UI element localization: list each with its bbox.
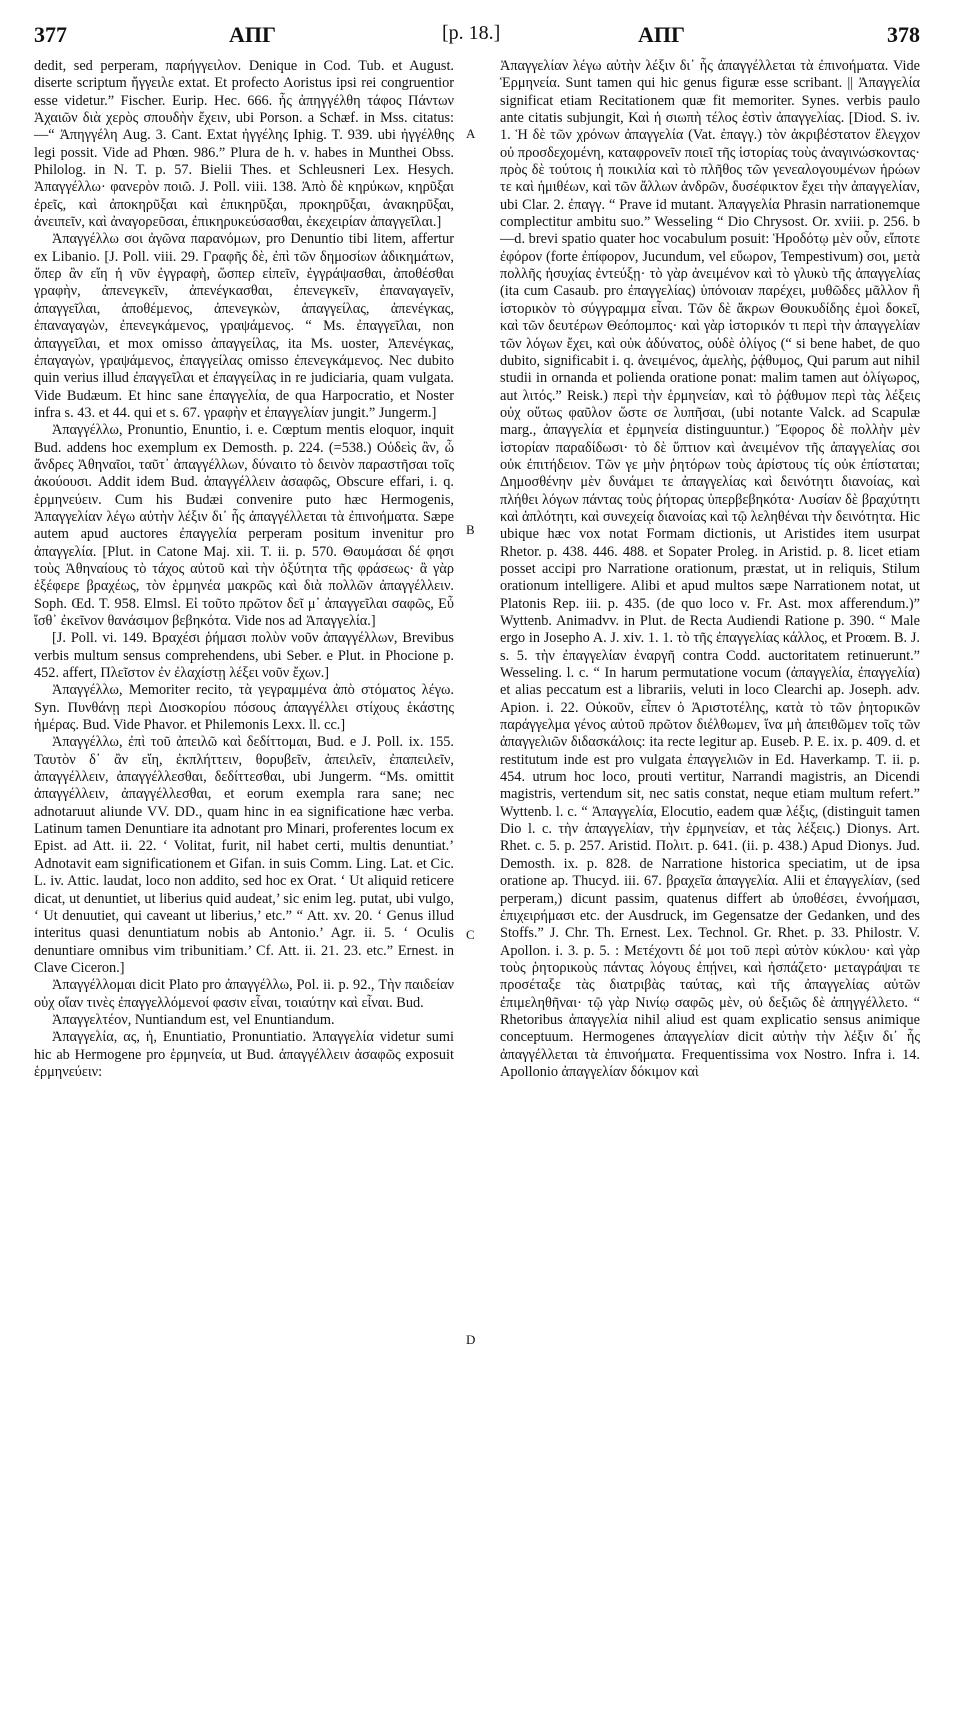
headword-right: ΑΠΓ (638, 22, 685, 47)
left-paragraph-4: [J. Poll. vi. 149. Βραχέσι ῥήμασι πολὺν νοῦν ἀπαγγέλλων, Brevibus verbis multum sensus comprehendens, ubi Seber. e Plut. in Phocione p. 452. affert, Πλεῖστον ἐν ἐλαχίστῃ λέξει νοῦν ἔχων.] (34, 630, 454, 682)
section-marker-a: A (466, 126, 476, 141)
page-number-left: 377 (34, 22, 67, 47)
section-marker-d: D (466, 1332, 476, 1347)
text-columns (34, 58, 920, 1347)
page-number-right: 378 (887, 22, 920, 47)
left-column (34, 58, 454, 1081)
running-head (34, 22, 920, 52)
left-paragraph-2: Ἀπαγγέλλω σοι ἀγῶνα παρανόμων, pro Denuntio tibi litem, affertur ex Libanio. [J. Poll. viii. 29. Γραφῆς δὲ, ἐπὶ τῶν δημοσίων ἀδικημάτων, ὅπερ ἂν εἴη ἡ νῦν ἐγγραφὴ, ὥσπερ εἰπεῖν, ἐγγράψασθαι, ἀποθέσθαι γραφὴν, ἀπενεγκεῖν, ἀπενέγκασθαι, ἐπενεγκεῖν, ἐπαναγαγεῖν, ἀπαγγεῖλαι, ἀποθέμενος, ἀπενεγκὼν, ἀπαγγείλας, ἀπενέγκας, ἐπαναγαγὼν, ἐπενεγκάμενος, γραψάμενος. “ Ms. ἐπαγγεῖλαι, non ἀπαγγεῖλαι, et mox omisso ἀπαγγείλας, ita Ms. uoster, Ἀπενέγκας, ἐπαγαγὼν, γραψάμενος, ἐπαγγείλας omisso ἐπενεγκάμενος. Nec dubito quin verius illud ἐπαγγεῖλαι et ἐπαγγείλας in re judiciaria, quam vulgata. Vide Budæum. Et hinc sane ἐπαγγελία, de qua Harpocratio, et Noster infra s. 43. et 44. qui et s. 67. γραφὴν et ἐπαγγελίαν jungit.” Jungerm.] (34, 231, 454, 421)
left-paragraph-3: Ἀπαγγέλλω, Pronuntio, Enuntio, i. e. Cœptum mentis eloquor, inquit Bud. addens hoc exemplum ex Demosth. p. 224. (=538.) Οὐδεὶς ἂν, ὦ ἄνδρες Ἀθηναῖοι, ταῦτ᾽ ἀπαγγέλλων, δύναιτο τὸ δεινὸν παραστῆσαι τοῖς ἀκούουσι. Addit idem Bud. ἀπαγγέλλειν ἀσαφῶς, Obscure effari, i. q. ἑρμηνεύειν. Cum his Budæi convenire puto hæc Hermogenis, Ἀπαγγελίαν λέγω αὐτὴν λέξιν δι᾽ ἧς ἀπαγγέλλεται τὰ ἐπινοήματα. Sæpe autem apud auctores ἐπαγγελία perperam positum invenitur pro ἀπαγγελία. [Plut. in Catone Maj. xii. T. ii. p. 570. Θαυμάσαι δέ φησι τοὺς Ἀθηναίους τὸ τάχος αὐτοῦ καὶ τὴν ὀξύτητα τῆς φράσεως· ἃ γὰρ ἐξέφερε βραχέως, τὸν ἑρμηνέα μακρῶς καὶ διὰ πολλῶν ἀπαγγέλλειν. Soph. Œd. T. 958. Elmsl. Εἰ τοῦτο πρῶτον δεῖ μ᾽ ἀπαγγεῖλαι σαφῶς, Εὖ ἴσθ᾽ ἐκεῖνον θανάσιμον βεβηκότα. Vide nos ad Ἀπαγγελία.] (34, 422, 454, 629)
page-reference: [p. 18.] (442, 22, 501, 44)
right-paragraph-1: Ἀπαγγελίαν λέγω αὐτὴν λέξιν δι᾽ ἧς ἀπαγγέλλεται τὰ ἐπινοήματα. Vide Ἑρμηνεία. Sunt tamen qui hic genus figuræ esse scribant. || Ἀπαγγελία significat etiam Recitationem quæ fit memoriter. Synes. verbis paulo ante citatis subjungit, Καὶ ἡ σιωπὴ τέλος ἐστὶν ἀπαγγελίας. [Diod. S. iv. 1. Ἡ δὲ τῶν χρόνων ἀπαγγελία (Vat. ἐπαγγ.) τὸν ἀκριβέστατον ἔλεγχον οὐ προσδεχομένη, καταφρονεῖν ποιεῖ τῆς ἱστορίας τοὺς ἀναγινώσκοντας· πρὸς δὲ τούτοις ἡ ποικιλία καὶ τὸ πλῆθος τῶν γενεαλογουμένων ἡρώων τε καὶ ἡμιθέων, καὶ τῶν ἄλλων ἀνδρῶν, δυσέφικτον ἔχει τὴν ἀπαγγελίαν, ubi Clar. 2. ἐπαγγ. “ Prave id mutant. Ἀπαγγελία Phrasin narrationemque complectitur ambitu suo.” Wesseling “ Dio Chrysost. Or. xviii. p. 256. b—d. brevi spatio quater hoc vocabulum posuit: Ἡροδότῳ μὲν οὖν, εἴποτε ἐφόρον (forte ἐπίφορον, Jucundum, vel εὔωρον, Tempestivum) σοι, μετὰ πολλῆς ἡσυχίας ἐντεύξῃ· τὸ γὰρ ἀνειμένον καὶ τὸ γλυκὺ τῆς ἀπαγγελίας (ita cum Casaub. pro ἐπαγγελίας) ὑπόνοιαν παρέχει, μυθῶδες μᾶλλον ἢ ἱστορικὸν τὸ σύγγραμμα εἶναι. Τῶν δὲ ἄκρων Θουκυδίδης ἐμοὶ δοκεῖ, καὶ τῶν δευτέρων Θεόπομπος· καὶ γὰρ ἱστορικόν τι περὶ τὴν ἀπαγγελίαν τῶν λόγων ἔχει, καὶ οὐκ ἀδύνατος, οὐδὲ ὀλίγος (“ si bene habet, de quo dubito, significabit i. q. ἀνειμένος, ἀμελὴς, ῥᾴθυμος, Qui parum aut nihil studii in ornanda et polienda oratione ponat: malim tamen aut ὀλίγωρος, aut λιτός.” Reisk.) περὶ τὴν ἑρμηνείαν, καὶ τὸ ῥᾴθυμον περὶ τὰς λέξεις οὐχ οὕτως φαῦλον ὥστε σε λυπῆσαι, (ubi notante Valck. ad Scapulæ marg., ἀπαγγελία et ἑρμηνεία distinguuntur.) Ἔφορος δὲ πολλὴν μὲν ἱστορίαν παραδίδωσι· τὸ δὲ ὕπτιον καὶ ἀνειμένον τῆς ἀπαγγελίας σοι οὐκ ἐπιτήδειον. Τῶν γε μὴν ῥητόρων τοὺς ἀρίστους τίς οὐκ ἐπίσταται; Δημοσθένην μὲν δυνάμει τε ἀπαγγελίας καὶ δεινότητι διανοίας, καὶ πλήθει λόγων πάντας τοὺς ῥήτορας ὑπερβεβηκότα· Λυσίαν δὲ βραχύτητι καὶ ἁπλότητι, καὶ συνεχείᾳ διανοίας καὶ τῷ λεληθέναι τὴν δεινότητα. Hic ubique hæc vox notat Formam dictionis, ut Aristides item usurpat Rhetor. p. 438. 446. 488. et Sopater Proleg. in Aristid. p. 8. licet etiam posset accipi pro Narratione orationum, præstat, ut in reliquis, Stilum orationum intelligere. Alibi et apud multos sæpe Narrationem notat, ut Platonis Rep. iii. p. 435. (de quo loco v. Fr. Ast. mox afferendum.)” Wyttenb. Animadvv. in Plut. de Recta Audiendi Ratione p. 390. “ Male ergo in Josepho A. J. xiv. 1. 1. τὸ τῆς ἐπαγγελίας κάλλος, et Proœm. B. J. s. 5. τὴν ἐπαγγελίαν ἐναργῆ contra Codd. auctoritatem retinuerunt.” Wesseling. l. c. “ In harum permutatione vocum (ἀπαγγελία, ἐπαγγελία) et alias peccatum est a librariis, veluti in loco Clearchi ap. Joseph. adv. Apion. i. 22. Οὐκοῦν, εἶπεν ὁ Ἀριστοτέλης, κατὰ τὸ τῶν ῥητορικῶν παράγγελμα γένος αὐτοῦ πρῶτον διέλθωμεν, ἵνα μὴ ἀπειθῶμεν τοῖς τῶν ἀπαγγελιῶν διδασκάλοις: ita recte legitur ap. Euseb. P. E. ix. p. 409. d. et restitutum inde est pro vulgata ἐπαγγελιῶν in Ed. Haverkamp. T. ii. p. 454. utrum hoc loco, prouti vertitur, Narrandi magistris, an Dicendi magistris, vertendum sit, nec satis constat, neque etiam multum refert.” Wyttenb. l. c. “ Ἀπαγγελία, Elocutio, eadem quæ λέξις, (distinguit tamen Dio l. c. τὴν ἀπαγγελίαν, τὴν ἑρμηνείαν, et τὰς λέξεις.) Dionys. Art. Rhet. c. 5. p. 257. Aristid. Πολιτ. p. 641. (ii. p. 438.) Apud Dionys. Jud. Demosth. ix. p. 828. de Narratione historica speciatim, ut de ipsa oratione ap. Thucyd. iii. 67. βραχεῖα ἀπαγγελία. Alii et ἐπαγγελίαν, (sed perperam,) dicunt passim, quatenus differt ab ὑποθέσει, ἐννοήμασι, ἐπιχειρήμασι etc. der Ausdruck, im Gegensatze der Gedanken, und des Stoffs.” J. Chr. Th. Ernest. Lex. Technol. Gr. Rhet. p. 33. Philostr. V. Apollon. i. 3. p. 5. : Μετέχοντι δέ μοι τοῦ περὶ αὐτὸν κύκλου· καὶ γὰρ τοὺς ῥητορικοὺς πάντας λόγους ἐπῄνει, καὶ ἠσπάζετο· μεταγράψαι τε προσέταξε τὰς διατριβὰς ταύτας, καὶ τῆς ἀπαγγελίας αὐτῶν ἐπιμεληθῆναι· τῷ γὰρ Νινίῳ σαφῶς μὲν, οὐ δεξιῶς δὲ ἀπηγγέλλετο. “ Rhetoribus ἀπαγγελία nihil aliud est quam explicatio sensus animique conceptuum. Hermogenes ἀπαγγελίαν dicit αὐτὴν τὴν λέξιν δι᾽ ἧς ἀπαγγέλλεται τὰ ἐπινοήματα. Frequentissima vox Nostro. Infra i. 14. Apollonio ἀπαγγελίαν δόκιμον καὶ (500, 58, 920, 1080)
left-paragraph-7: Ἀπαγγέλλομαι dicit Plato pro ἀπαγγέλλω, Pol. ii. p. 92., Τὴν παιδείαν οὐχ οἵαν τινὲς ἐπαγγελλόμενοί φασιν εἶναι, τοιαύτην καὶ εἶναι. Bud. (34, 977, 454, 1011)
section-marker-b: B (466, 522, 475, 537)
right-column (500, 58, 920, 1081)
left-paragraph-5: Ἀπαγγέλλω, Memoriter recito, τὰ γεγραμμένα ἀπὸ στόματος λέγω. Syn. Πυνθάνῃ περὶ Διοσκορίου πόσους ἀπαγγέλλει στίχους ἑκάστης ἡμέρας. Bud. Vide Phavor. et Philemonis Lexx. ll. cc.] (34, 682, 454, 734)
left-paragraph-1: dedit, sed perperam, παρήγγειλον. Denique in Cod. Tub. et August. diserte scriptum ἤγγειλε extat. Et profecto Aoristus ipsi rei congruentior esse videtur.” Fischer. Eurip. Hec. 666. ἧς ἀπηγγέλθη τάφος Πάντων Ἀχαιῶν διὰ χερὸς σπουδὴν ἔχειν, ubi Porson. a Schæf. in Mss. citatus:—“ Ἀπηγγέλη Aug. 3. Cant. Extat ἠγγέλης Iphig. T. 939. ubi ἠγγέλθης legi possit. Vide ad Phœn. 986.” Plura de h. v. habes in Munthei Obss. Philolog. in N. T. p. 57. Bielii Thes. et Schleusneri Lex. Hesych. Ἀπαγγέλλω· φανερὸν ποιῶ. J. Poll. viii. 138. Ἀπὸ δὲ κηρύκων, κηρῦξαι ἐρεῖς, καὶ ἀποκηρῦξαι καὶ ἐπικηρῦξαι, προκηρῦξαι, ἀνακηρῦξαι, ἀνειπεῖν, καὶ ἀναγορεῦσαι, ἐπικηρυκεύσασθαι, ἐκεχειρίαν ἀπαγγεῖλαι.] (34, 58, 454, 231)
section-marker-c: C (466, 927, 475, 942)
headword-left: ΑΠΓ (229, 22, 276, 47)
left-paragraph-6: Ἀπαγγέλλω, ἐπὶ τοῦ ἀπειλῶ καὶ δεδίττομαι, Bud. e J. Poll. ix. 155. Ταυτὸν δ᾽ ἂν εἴη, ἐκπλήττειν, θορυβεῖν, ἀπειλεῖν, ἐπαπειλεῖν, ἀπαγγέλλειν, ἀπαγγέλλεσθαι, δεδίττεσθαι, ubi Jungerm. “Ms. omittit ἀπαγγέλλειν, ἀπαγγέλλεσθαι, et eorum exempla rara sane; nec adnotaruut aliunde VV. DD., quam hinc in ea significatione hæc verba. Latinum tamen Denuntiare ita adnotant pro Minari, proferentes locum ex Epist. ad Att. ii. 22. ‘ Volitat, furit, nil habet certi, multis denuntiat.’ Adnotavit eam significationem et Gifan. in suis Comm. Ling. Lat. et Cic. L. iv. Attic. laudat, loco non addito, sed hoc ex Orat. ‘ Ut aliquid reticere dicat, ut denuntiet, ut liberius quid audeat,’ sic enim leg. putat, ubi vulgo, ‘ Ut denuutiet, qui caveant ut liberius,’ etc.” “ Att. xv. 20. ‘ Genus illud interitus quasi denuntiatum nobis ab Antonio.’ Agr. ii. 5. ‘ Oculis denuntiare omnibus vim tribunitiam.’ Cf. Att. ii. 21. 23. etc.” Ernest. in Clave Ciceron.] (34, 734, 454, 976)
left-paragraph-8: Ἀπαγγελτέον, Nuntiandum est, vel Enuntiandum. (52, 1011, 335, 1028)
left-paragraph-9: Ἀπαγγελία, ας, ἡ, Enuntiatio, Pronuntiatio. Ἀπαγγελία videtur sumi hic ab Hermogene pro ἑρμηνεία, ut Bud. ἀπαγγέλλειν ἀσαφῶς exposuit ἑρμηνεύειν: (34, 1029, 454, 1080)
